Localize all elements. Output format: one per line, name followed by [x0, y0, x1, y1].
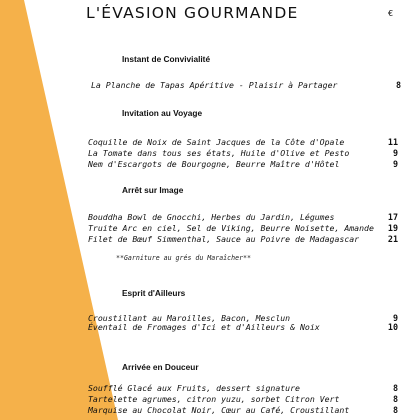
- item-price: 9: [392, 159, 398, 169]
- item-name: Nem d'Escargots de Bourgogne, Beurre Maître d'Hôtel: [88, 159, 340, 169]
- menu-item: [88, 322, 398, 333]
- menu-item: [88, 137, 398, 148]
- section-title: Invitation au Voyage: [122, 108, 203, 118]
- item-name: Filet de Bœuf Simmenthal, Sauce au Poivre de Madagascar: [88, 234, 360, 244]
- garnish-note: **Garniture au grés du Maraîcher**: [116, 254, 251, 262]
- menu-title: L'ÉVASION GOURMANDE: [86, 4, 299, 22]
- item-name: Éventail de Fromages d'Ici et d'Ailleurs & Noix: [88, 322, 320, 332]
- item-price: 21: [387, 234, 398, 244]
- item-name: Coquille de Noix de Saint Jacques de la Côte d'Opale: [88, 137, 345, 147]
- item-name: Croustillant au Maroilles, Bacon, Mesclun: [88, 313, 291, 323]
- item-price: 8: [392, 394, 398, 404]
- item-price: 8: [392, 383, 398, 393]
- item-name: Soufflé Glacé aux Fruits, dessert signature: [88, 383, 300, 393]
- menu-item: [88, 405, 398, 416]
- item-price: 17: [387, 212, 398, 222]
- section-title: Arrêt sur Image: [122, 185, 184, 195]
- item-name: Tartelette agrumes, citron yuzu, sorbet Citron Vert: [88, 394, 340, 404]
- item-price: 8: [392, 405, 398, 415]
- currency-symbol: €: [388, 9, 394, 18]
- menu-item: [88, 234, 398, 245]
- item-name: Truite Arc en ciel, Sel de Viking, Beurre Noisette, Amande: [88, 223, 374, 233]
- item-price: 9: [392, 313, 398, 323]
- item-name: La Tomate dans tous ses états, Huile d'Olive et Pesto: [88, 148, 350, 158]
- section-title: Esprit d'Ailleurs: [122, 288, 186, 298]
- item-name: Bouddha Bowl de Gnocchi, Herbes du Jardin, Légumes: [88, 212, 335, 222]
- item-name: La Planche de Tapas Apéritive - Plaisir à Partager: [91, 80, 338, 90]
- section-title: Arrivée en Douceur: [122, 362, 199, 372]
- menu-item: [88, 159, 398, 170]
- section-title: Instant de Convivialité: [122, 54, 211, 64]
- menu-item: [91, 80, 401, 91]
- item-price: 9: [392, 148, 398, 158]
- item-price: 10: [387, 322, 398, 332]
- item-price: 11: [387, 137, 398, 147]
- item-price: 8: [395, 80, 401, 90]
- menu-item: [88, 223, 398, 234]
- menu-item: [88, 212, 398, 223]
- item-name: Marquise au Chocolat Noir, Cœur au Café, Croustillant: [88, 405, 350, 415]
- menu-item: [88, 383, 398, 394]
- menu-item: [88, 148, 398, 159]
- menu-item: [88, 394, 398, 405]
- item-price: 19: [387, 223, 398, 233]
